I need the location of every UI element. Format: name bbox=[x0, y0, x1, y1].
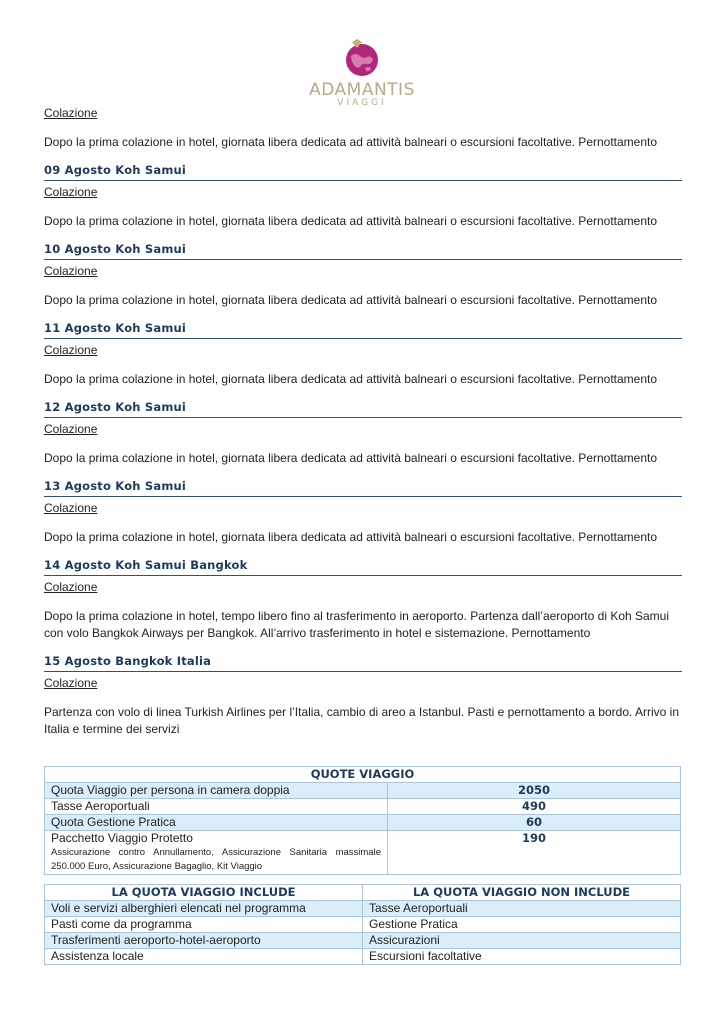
meal-label: Colazione bbox=[44, 580, 98, 594]
day-section bbox=[44, 242, 682, 309]
meal-label: Colazione bbox=[44, 501, 98, 515]
include-item: Voli e servizi alberghieri elencati nel programma bbox=[45, 901, 363, 917]
meal-label: Colazione bbox=[44, 422, 98, 436]
day-description: Dopo la prima colazione in hotel, giornata libera dedicata ad attività balneari o escursioni facoltative. Pernottamento bbox=[44, 530, 658, 544]
quote-value: 490 bbox=[388, 799, 681, 815]
excludes-header: LA QUOTA VIAGGIO NON INCLUDE bbox=[363, 885, 681, 901]
quote-value: 2050 bbox=[388, 783, 681, 799]
table-row bbox=[45, 815, 681, 831]
table-row bbox=[45, 783, 681, 799]
table-row bbox=[45, 799, 681, 815]
table-row bbox=[45, 949, 681, 965]
exclude-item: Escursioni facoltative bbox=[363, 949, 681, 965]
exclude-item: Tasse Aeroportuali bbox=[363, 901, 681, 917]
day-description: Dopo la prima colazione in hotel, giornata libera dedicata ad attività balneari o escursioni facoltative. Pernottamento bbox=[44, 293, 658, 307]
exclude-item: Assicurazioni bbox=[363, 933, 681, 949]
meal-label: Colazione bbox=[44, 185, 98, 199]
day-description: Dopo la prima colazione in hotel, tempo libero fino al trasferimento in aeroporto. Partenza dall’aeroporto di Koh Samui con volo Bangkok Airways per Bangkok. All’arrivo trasferimento in hotel e sistemazione. Pernottamento bbox=[44, 609, 670, 640]
day-section bbox=[44, 400, 682, 467]
meal-label: Colazione bbox=[44, 676, 98, 690]
brand-logo bbox=[300, 38, 424, 108]
quote-table bbox=[44, 766, 681, 875]
quote-value: 190 bbox=[388, 831, 681, 875]
day-title: 09 Agosto Koh Samui bbox=[44, 163, 682, 181]
day-description: Partenza con volo di linea Turkish Airlines per l’Italia, cambio di areo a Istanbul. Pasti e pernottamento a bordo. Arrivo in Italia e termine dei servizi bbox=[44, 705, 680, 736]
table-row bbox=[45, 831, 681, 875]
day-title: 13 Agosto Koh Samui bbox=[44, 479, 682, 497]
day-title: 14 Agosto Koh Samui Bangkok bbox=[44, 558, 682, 576]
day-section bbox=[44, 479, 682, 546]
table-row bbox=[45, 901, 681, 917]
include-item: Assistenza locale bbox=[45, 949, 363, 965]
quote-label: Quota Gestione Pratica bbox=[45, 815, 388, 831]
quote-label: Pacchetto Viaggio Protetto bbox=[51, 831, 193, 845]
day-section bbox=[44, 654, 682, 738]
quote-note: Assicurazione contro Annullamento, Assicurazione Sanitaria massimale 250.000 Euro, Assicurazione Bagaglio, Kit Viaggio bbox=[51, 847, 381, 872]
includes-table bbox=[44, 884, 681, 965]
quote-table-header: QUOTE VIAGGIO bbox=[45, 767, 681, 783]
globe-icon bbox=[343, 38, 381, 78]
day-description: Dopo la prima colazione in hotel, giornata libera dedicata ad attività balneari o escursioni facoltative. Pernottamento bbox=[44, 372, 658, 386]
table-row bbox=[45, 933, 681, 949]
day-description: Dopo la prima colazione in hotel, giornata libera dedicata ad attività balneari o escursioni facoltative. Pernottamento bbox=[44, 451, 658, 465]
brand-name: ADAMANTIS bbox=[309, 80, 415, 100]
day-section bbox=[44, 321, 682, 388]
quote-cell bbox=[45, 831, 388, 875]
meal-label: Colazione bbox=[44, 106, 98, 120]
includes-header: LA QUOTA VIAGGIO INCLUDE bbox=[45, 885, 363, 901]
day-description: Dopo la prima colazione in hotel, giornata libera dedicata ad attività balneari o escursioni facoltative. Pernottamento bbox=[44, 135, 658, 149]
include-item: Pasti come da programma bbox=[45, 917, 363, 933]
quote-label: Quota Viaggio per persona in camera doppia bbox=[45, 783, 388, 799]
brand-subtitle: VIAGGI bbox=[337, 98, 387, 108]
day-title: 15 Agosto Bangkok Italia bbox=[44, 654, 682, 672]
meal-label: Colazione bbox=[44, 343, 98, 357]
table-row bbox=[45, 917, 681, 933]
exclude-item: Gestione Pratica bbox=[363, 917, 681, 933]
meal-label: Colazione bbox=[44, 264, 98, 278]
quote-label: Tasse Aeroportuali bbox=[45, 799, 388, 815]
day-title: 11 Agosto Koh Samui bbox=[44, 321, 682, 339]
quote-value: 60 bbox=[388, 815, 681, 831]
day-section bbox=[44, 558, 682, 642]
include-item: Trasferimenti aeroporto-hotel-aeroporto bbox=[45, 933, 363, 949]
day-description: Dopo la prima colazione in hotel, giornata libera dedicata ad attività balneari o escursioni facoltative. Pernottamento bbox=[44, 214, 658, 228]
day-title: 10 Agosto Koh Samui bbox=[44, 242, 682, 260]
day-title: 12 Agosto Koh Samui bbox=[44, 400, 682, 418]
itinerary bbox=[44, 104, 682, 738]
day-section bbox=[44, 163, 682, 230]
